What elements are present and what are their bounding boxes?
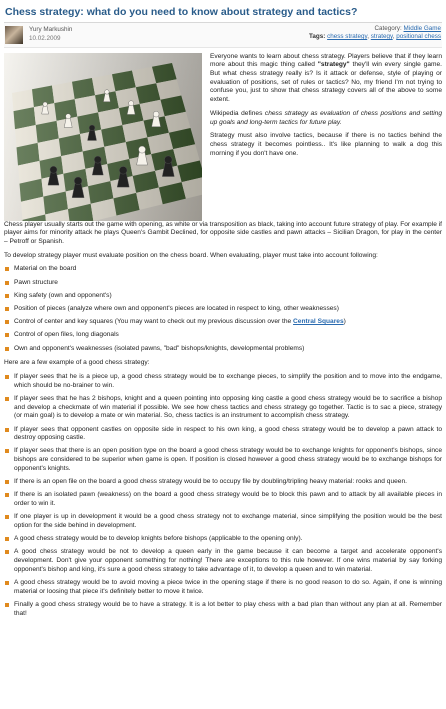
list-item: If there is an open file on the board a good chess strategy would be to occupy file by doubling/tripling heavy material: rooks and queen.	[4, 478, 442, 487]
intro-paragraph-2: Wikipedia defines chess strategy as evaluation of chess positions and setting up goals and long-term tactics for future play.	[210, 109, 442, 126]
tag-link-strategy[interactable]: strategy	[370, 32, 393, 40]
list-item: If player sees that there is an open position type on the board a good chess strategy would be to exchange knights for opponent's bishops, since bishops are considered to be superior when game is open. If position is closed however a good chess strategy would be to exchange bishops for opponent's knights.	[4, 447, 442, 473]
tag-link-positional-chess[interactable]: positional chess	[396, 32, 441, 40]
category-link[interactable]: Middle Game	[403, 24, 441, 32]
central-squares-link[interactable]: Central Squares	[293, 318, 344, 326]
list-item: If player sees that opponent castles on opposite side in respect to his own king, a good chess strategy would be to develop a pawn attack to destroy opposing castle.	[4, 426, 442, 443]
list-item: A good chess strategy would be to avoid moving a piece twice in the opening stage if there is no good reason to do so. Again, if one is winning material or loosing that piece it's definitely better to move it twice.	[4, 579, 442, 596]
list-item: If player sees that he is a piece up, a good chess strategy would be to exchange pieces, to simplify the position and to move into the endgame, which should be no-brainer to win.	[4, 373, 442, 390]
list-item: Pawn structure	[4, 279, 442, 288]
chess-board-photo	[4, 53, 202, 221]
paragraph-examples: Here are a few example of a good chess strategy:	[4, 359, 150, 367]
list-item: Own and opponent's weaknesses (isolated pawns, "bad" bishops/knights, developmental problems)	[4, 345, 442, 354]
category-label: Category:	[374, 24, 402, 32]
list-item: If player sees that he has 2 bishops, knight and a queen pointing into opposing king castle a good chess strategy would be to sacrifice a bishop and develop a checkmate of win material if possible. We see how chess tactics and chess strategy go together. Tactic is to sac a piece, strategy (or main goal) is to develop a mate or win material. So, chess tactics is an instrument to accomplish chess strategy.	[4, 395, 442, 421]
tag-link-chess-strategy[interactable]: chess strategy	[327, 32, 368, 40]
intro-section	[4, 53, 442, 221]
examples-list	[4, 373, 442, 618]
list-item: Position of pieces (analyze where own and opponent's pieces are located in respect to king, other weaknesses)	[4, 305, 442, 314]
intro-paragraph-3: Strategy must also involve tactics, because if there is no tactics behind the chess strategy it becomes pointless.. It's like planning to walk a dog this morning if you don't have one.	[210, 132, 442, 157]
list-item: A good chess strategy would be not to develop a queen early in the game because it can become a target and accelerate opponent's development. Don't give your opponent something for nothing! There are exceptions to this rule however. If one wins material by say forking opponent's bishop and king, it's sure a good chess strategy to take advantage of it, to develop a queen and to win material.	[4, 548, 442, 574]
tags-label: Tags:	[309, 32, 326, 40]
paragraph-opening: Chess player usually starts out the game with opening, as white or via transposition as black, taking into account future strategy of play. For example if player aims for minority attack he plays Queen's Gambit Declined, for opposite side castles and pawn attacks – Sicilian Dragon, for play in the center – Petroff or Spanish.	[4, 220, 442, 245]
article-meta	[4, 22, 442, 48]
author-block	[5, 25, 72, 45]
article	[4, 2, 442, 705]
intro-text	[210, 53, 442, 221]
list-item: Finally a good chess strategy would be to have a strategy. It is a lot better to play chess with a bad plan than without any plan at all. Remember that!	[4, 601, 442, 618]
avatar	[5, 26, 23, 44]
article-title: Chess strategy: what do you need to know about strategy and tactics?	[5, 6, 358, 18]
list-item: Control of center and key squares (You may want to check out my previous discussion over the Central Squares)	[4, 318, 442, 327]
category-tags: Category: Middle Game Tags: chess strategy, strategy, positional chess	[309, 24, 441, 40]
list-item: A good chess strategy would be to develop knights before bishops (applicable to the opening only).	[4, 535, 442, 544]
list-item: King safety (own and opponent's)	[4, 292, 442, 301]
list-item: If one player is up in development it would be a good chess strategy not to exchange material, since simplifying the position would be the best option for the side behind in development.	[4, 513, 442, 530]
evaluation-list	[4, 265, 442, 353]
list-item: Material on the board	[4, 265, 442, 274]
post-date: 10.02.2009	[29, 34, 61, 42]
chess-board-image	[4, 53, 202, 221]
author-name: Yury Markushin	[29, 26, 73, 34]
intro-paragraph-1: Everyone wants to learn about chess strategy. Players believe that if they learn more about this magic thing called "strategy" they'll win every single game. But what chess strategy really is? Is it attack or defense, style of playing or evaluation of positions, set of rules or tactics? No, my friend I'm not trying to confuse you, just to show that chess strategy covers all of the above to some extent.	[210, 52, 442, 104]
list-item: Control of open files, long diagonals	[4, 331, 442, 340]
paragraph-evaluate: To develop strategy player must evaluate position on the chess board. When evaluating, player must take into account following:	[4, 251, 378, 259]
list-item: If there is an isolated pawn (weakness) on the board a good chess strategy would be to block this pawn and to attack by all available pieces in order to win it.	[4, 491, 442, 508]
